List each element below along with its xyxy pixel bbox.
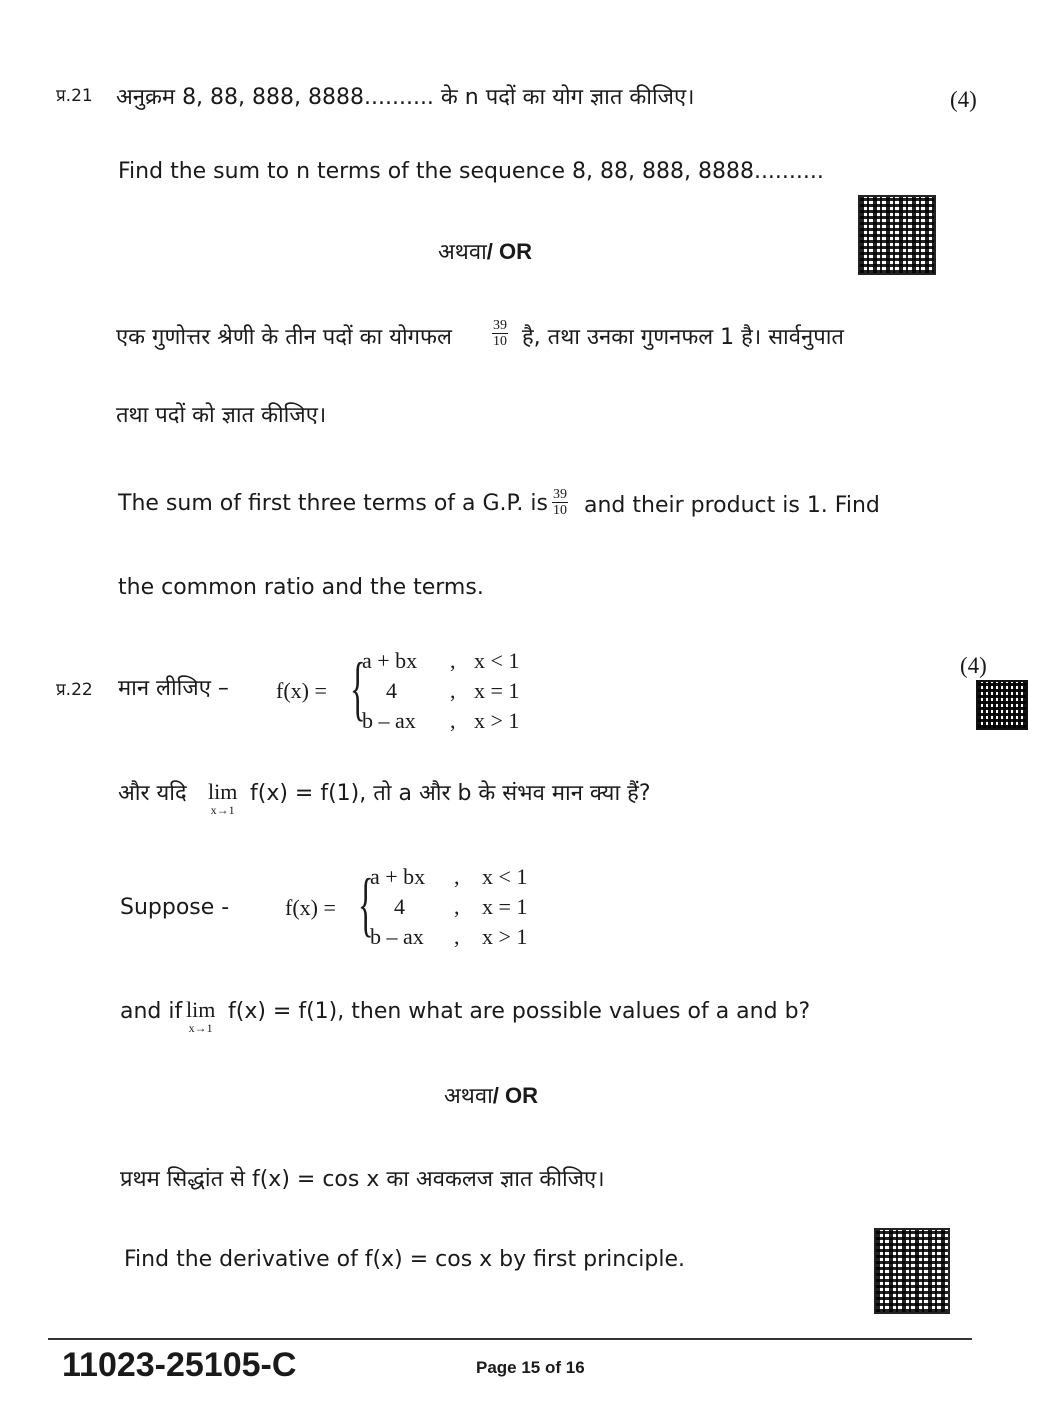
piecewise-english [358,862,578,954]
case-expr: b – ax [370,924,424,949]
or-label-hindi: अथवा [444,1084,493,1109]
case-cond: x < 1 [482,864,528,889]
case-cond: x = 1 [474,678,520,703]
paper-code: 11023-25105-C [62,1346,297,1384]
case-sep: , [454,864,460,889]
q21-alt-english-line2: the common ratio and the terms. [118,575,484,600]
limit-hindi [208,780,237,816]
case-sep: , [454,924,460,949]
case-cond: x = 1 [482,894,528,919]
q22-hindi-if-b: f(x) = f(1), तो a और b के संभव मान क्या हैं? [250,781,651,806]
case-expr: a + bx [362,648,418,673]
case-expr: a + bx [370,864,426,889]
question-21-marks: (4) [950,87,977,112]
question-21-english: Find the sum to n terms of the sequence 8, 88, 888, 8888.......... [118,159,824,184]
or-divider-2 [444,1082,538,1111]
q22-hindi-suppose: मान लीजिए – [118,676,229,701]
piecewise-hindi [350,646,570,738]
fraction-39-10-english [552,487,568,518]
footer-divider [48,1338,972,1340]
limit-english [186,998,215,1034]
fraction-denominator: 10 [553,503,567,518]
q22-alt-english: Find the derivative of f(x) = cos x by first principle. [124,1247,686,1272]
datamatrix-code-top [858,195,936,275]
case-cond: x > 1 [474,708,520,733]
question-22-marks: (4) [960,653,987,678]
q22-fx-hindi: f(x) = [276,678,327,703]
or-label-hindi: अथवा [438,240,487,265]
lim-word: lim [186,997,216,1022]
fraction-numerator: 39 [553,487,567,502]
q21-alt-hindi-line1-a: एक गुणोत्तर श्रेणी के तीन पदों का योगफल [116,325,452,350]
or-label-english: / OR [492,1083,539,1108]
case-cond: x < 1 [474,648,520,673]
case-cond: x > 1 [482,924,528,949]
question-21-hindi: अनुक्रम 8, 88, 888, 8888.......... के n पदों का योग ज्ञात कीजिए। [116,85,695,110]
case-expr: b – ax [362,708,416,733]
q22-hindi-if-a: और यदि [118,781,187,806]
case-sep: , [454,894,460,919]
lim-word: lim [208,779,238,804]
case-sep: , [450,678,456,703]
case-sep: , [450,708,456,733]
case-sep: , [450,648,456,673]
q21-alt-hindi-line1-b: है, तथा उनका गुणनफल 1 है। सार्वनुपात [522,325,844,350]
question-22-number: प्र.22 [56,680,93,700]
q22-alt-hindi: प्रथम सिद्धांत से f(x) = cos x का अवकलज ज्ञात कीजिए। [120,1167,605,1192]
q22-english-if-b: f(x) = f(1), then what are possible values of a and b? [228,999,811,1024]
or-divider-1 [438,238,532,267]
q21-alt-hindi-line2: तथा पदों को ज्ञात कीजिए। [116,403,327,428]
left-brace: { [358,864,374,944]
q22-english-suppose: Suppose - [120,895,230,920]
datamatrix-code-bottom [874,1228,950,1314]
lim-subscript: x→1 [188,1021,213,1035]
q21-alt-english-line1-a: The sum of first three terms of a G.P. is [118,491,548,516]
qr-code-right [976,680,1028,730]
fraction-39-10-hindi [492,318,508,349]
fraction-denominator: 10 [493,334,507,349]
or-label-english: / OR [486,239,533,264]
q21-alt-english-line1-b: and their product is 1. Find [584,493,880,518]
q22-fx-english: f(x) = [285,895,336,920]
lim-subscript: x→1 [210,803,235,817]
left-brace: { [350,648,366,728]
case-expr: 4 [386,678,397,703]
page-number: Page 15 of 16 [476,1358,585,1377]
q22-english-if-a: and if [120,999,183,1024]
question-21-number: प्र.21 [56,86,93,106]
fraction-numerator: 39 [493,318,507,333]
case-expr: 4 [394,894,405,919]
